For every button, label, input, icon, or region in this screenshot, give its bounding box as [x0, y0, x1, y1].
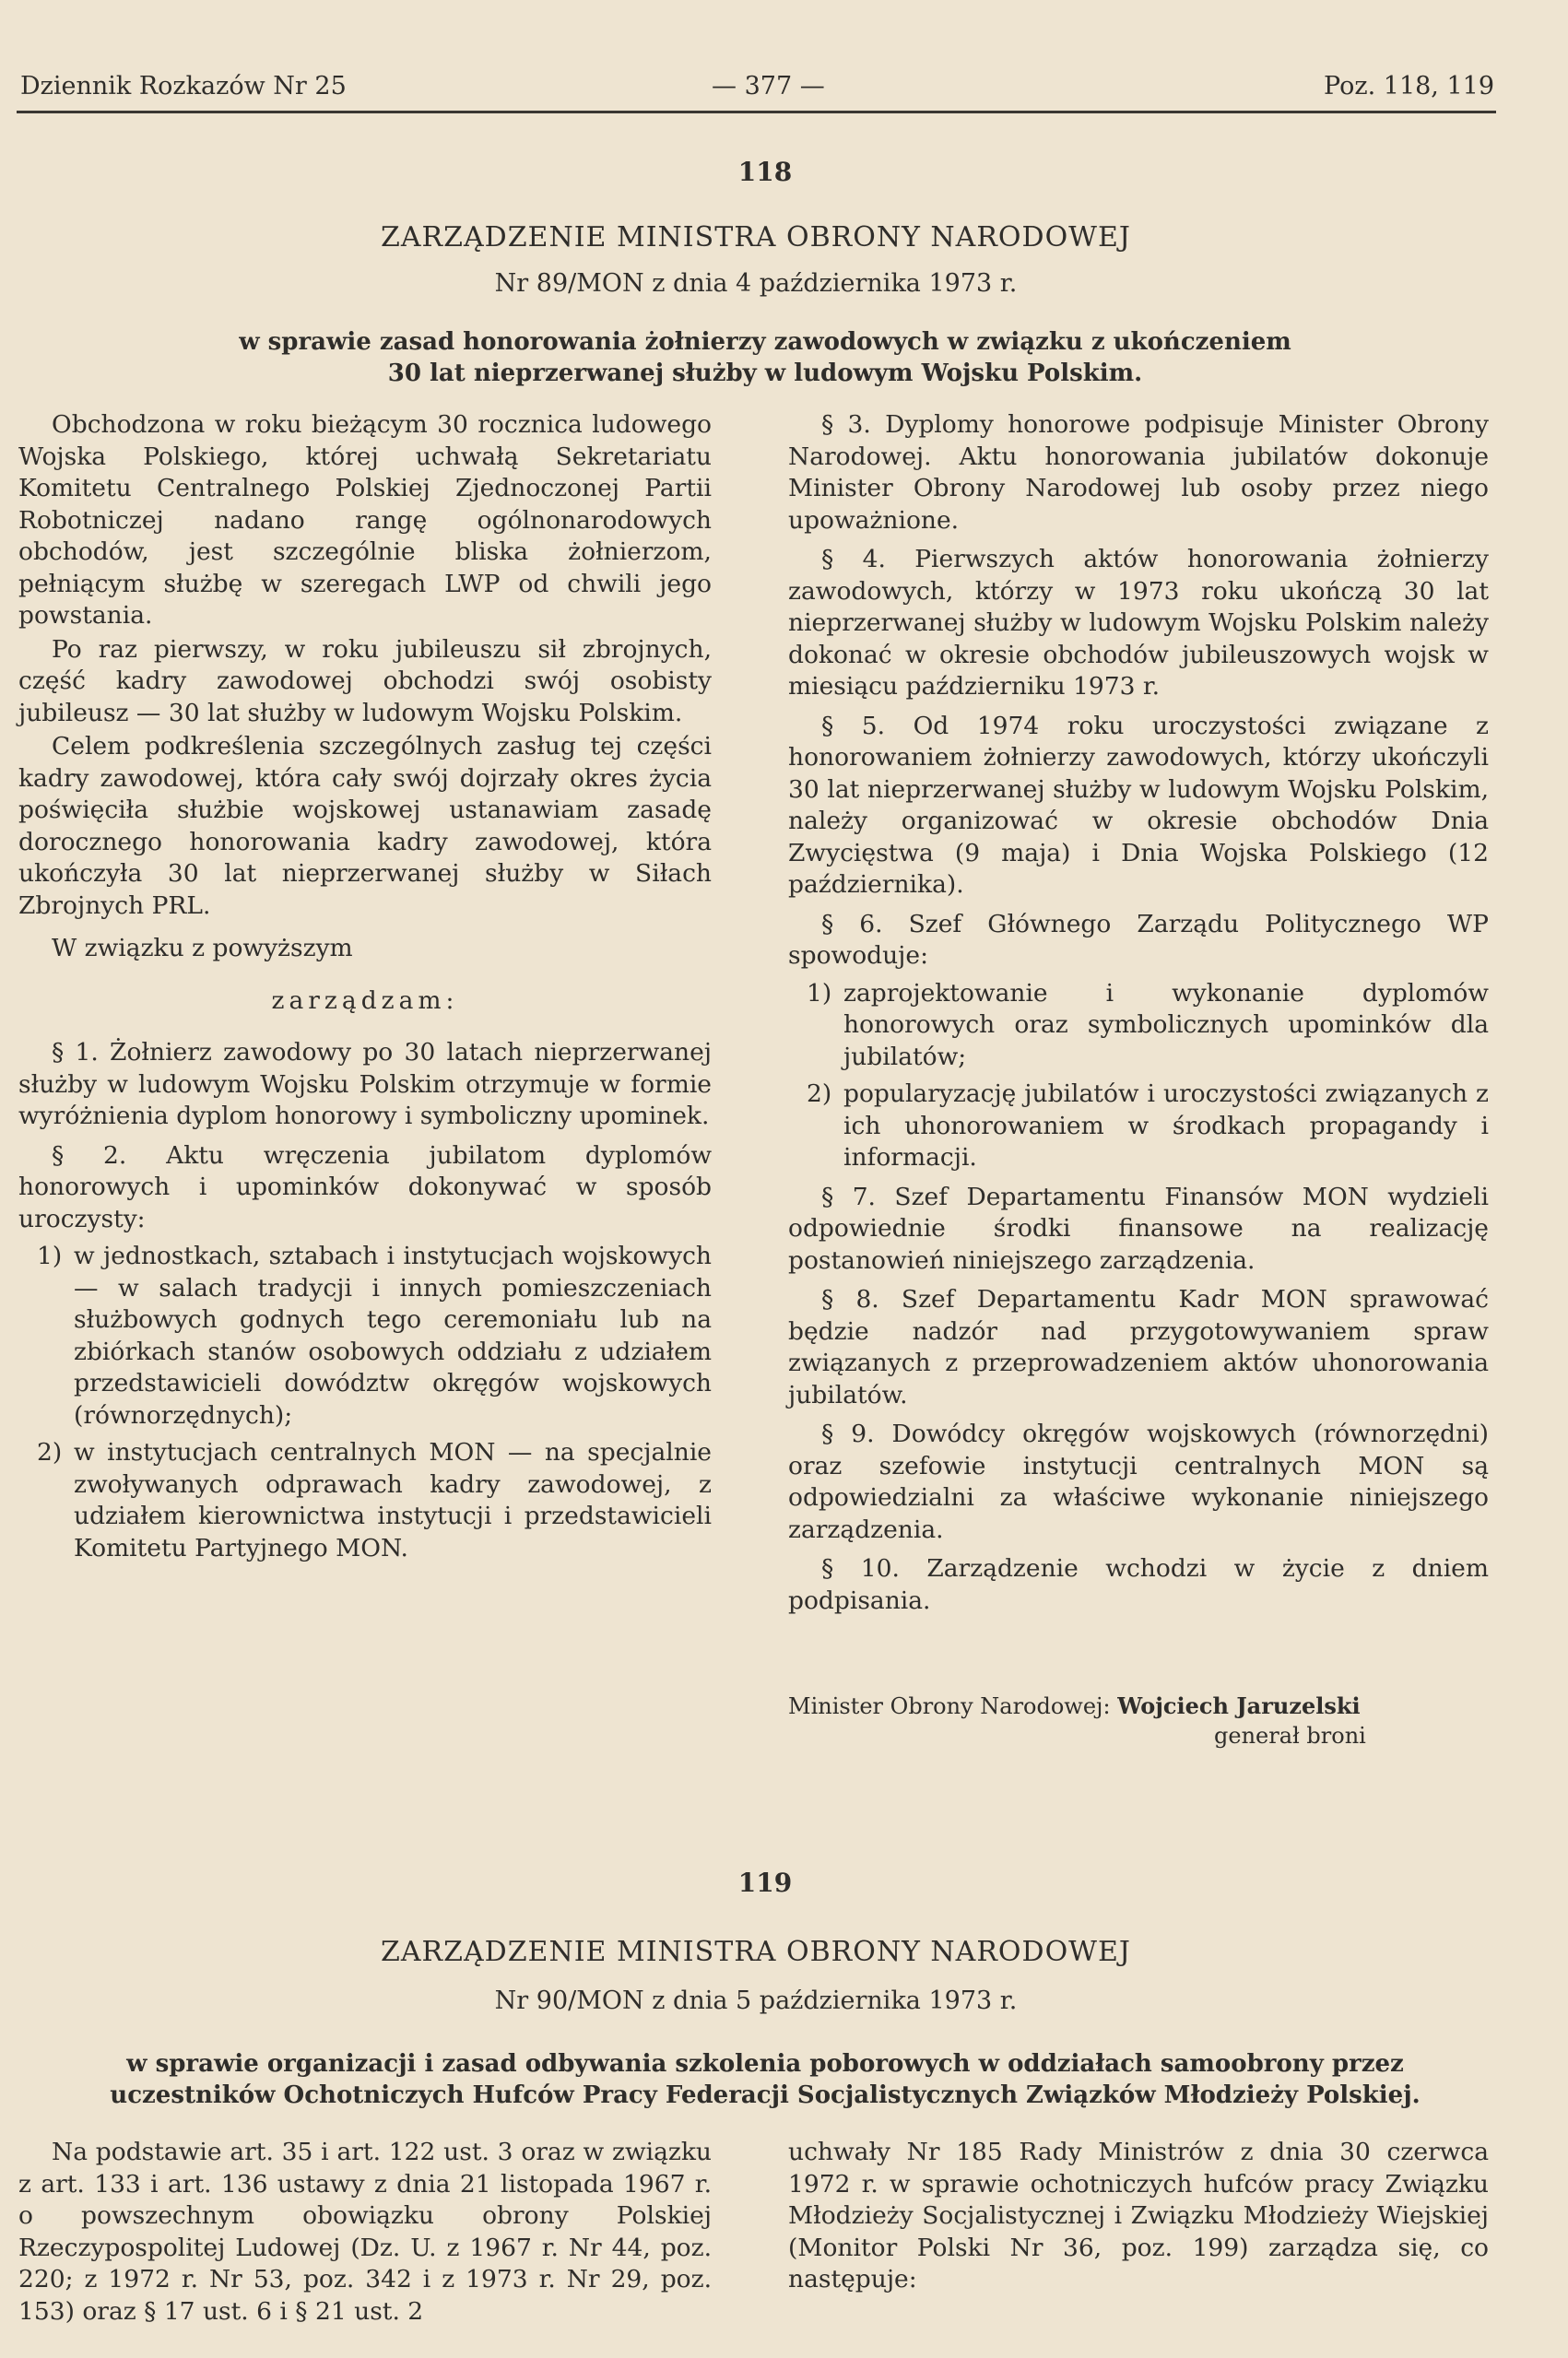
signatory-rank: generał broni: [1214, 1723, 1366, 1749]
doc119-subject: [37, 2048, 1493, 2111]
doc119-subject-line1: w sprawie organizacji i zasad odbywania szkolenia poborowych w oddziałach samoobrony przez: [126, 2050, 1404, 2078]
item-text: zaprojektowanie i wykonanie dyplomów honorowych oraz symbolicznych upominków dla jubilatów;: [843, 978, 1489, 1071]
position-numbers: Poz. 118, 119: [1324, 72, 1494, 100]
doc119-title: ZARZĄDZENIE MINISTRA OBRONY NARODOWEJ: [381, 1936, 1131, 1968]
doc118-section-6-item: [788, 1079, 1489, 1174]
doc118-section-6: § 6. Szef Głównego Zarządu Politycznego WP spowoduje:: [788, 909, 1489, 970]
doc118-section-3: § 3. Dyplomy honorowe podpisuje Minister Obrony Narodowej. Aktu honorowania jubilatów dokonuje Minister Obrony Narodowej lub osoby przez niego upoważnione.: [788, 410, 1489, 535]
header-rule: [17, 111, 1496, 113]
doc118-section-2-item: [18, 1437, 712, 1564]
doc118-number: 118: [737, 157, 793, 187]
item-number: 2): [37, 1438, 63, 1467]
doc118-preamble-3: Celem podkreślenia szczególnych zasług tej części kadry zawodowej, która cały swój dojrzały okres życia poświęciła służbie wojskowej ustanawiam zasadę dorocznego honorowania kadry zawodowej, która ukończyła 30 lat nieprzerwanej służby w Siłach Zbrojnych PRL.: [18, 732, 712, 920]
item-text: w instytucjach centralnych MON — na specjalnie zwoływanych odprawach kadry zawodowej, z udziałem kierownictwa instytucji i przedstawicieli Komitetu Partyjnego MON.: [74, 1438, 712, 1562]
item-text: w jednostkach, sztabach i instytucjach wojskowych — w salach tradycji i innych pomieszczeniach służbowych godnych tego ceremoniału lub na zbiórkach stanów osobowych oddziału z udziałem przedstawicieli dowództw okręgów wojskowych (równorzędnych);: [74, 1242, 712, 1430]
doc119-right-column: [788, 2137, 1489, 2296]
journal-name: Dziennik Rozkazów Nr 25: [20, 72, 347, 100]
doc118-signature: [788, 1692, 1366, 1751]
doc118-nr: Nr 89/MON z dnia 4 października 1973 r.: [494, 269, 1018, 298]
doc118-section-2-item: [18, 1241, 712, 1432]
doc118-section-7: § 7. Szef Departamentu Finansów MON wydzieli odpowiednie środki finansowe na realizację postanowień niniejszego zarządzenia.: [788, 1182, 1489, 1275]
signatory-role: Minister Obrony Narodowej:: [788, 1693, 1111, 1719]
item-text: popularyzację jubilatów i uroczystości związanych z ich uhonorowaniem w środkach propagandy i informacji.: [843, 1079, 1489, 1172]
doc119-legal-basis-cont: uchwały Nr 185 Rady Ministrów z dnia 30 czerwca 1972 r. w sprawie ochotniczych hufców pracy Związku Młodzieży Socjalistycznej i Związku Młodzieży Wiejskiej (Monitor Polski Nr 36, poz. 199) zarządza się, co następuje:: [788, 2138, 1489, 2293]
doc118-section-9: § 9. Dowódcy okręgów wojskowych (równorzędni) oraz szefowie instytucji centralnych MON są odpowiedzialni za właściwe wykonanie niniejszego zarządzenia.: [788, 1420, 1489, 1544]
doc119-number: 119: [737, 1868, 793, 1898]
doc118-preamble-2: Po raz pierwszy, w roku jubileuszu sił zbrojnych, część kadry zawodowej obchodzi swój osobisty jubileusz — 30 lat służby w ludowym Wojsku Polskim.: [18, 634, 712, 727]
doc118-preamble-1: Obchodzona w roku bieżącym 30 rocznica ludowego Wojska Polskiego, której uchwałą Sekretariatu Komitetu Centralnego Polskiej Zjednoczonej Partii Robotniczej nadano rangę ogólnonarodowych obchodów, jest szczególnie bliska żołnierzom, pełniącym służbę w szeregach LWP od chwili jego powstania.: [18, 410, 712, 630]
doc118-left-column: [18, 409, 712, 1570]
item-number: 2): [807, 1079, 832, 1108]
doc118-right-column: [788, 409, 1489, 1617]
doc119-nr: Nr 90/MON z dnia 5 października 1973 r.: [494, 1987, 1018, 2015]
doc119-legal-basis: Na podstawie art. 35 i art. 122 ust. 3 oraz w związku z art. 133 i art. 136 ustawy z dnia 21 listopada 1967 r. o powszechnym obowiązku obrony Polskiej Rzeczypospolitej Ludowej (Dz. U. z 1967 r. Nr 44, poz. 220; z 1972 r. Nr 53, poz. 342 i z 1973 r. Nr 29, poz. 153) oraz § 17 ust. 6 i § 21 ust. 2: [18, 2138, 712, 2326]
doc119-left-column: [18, 2137, 712, 2328]
doc118-title: ZARZĄDZENIE MINISTRA OBRONY NARODOWEJ: [381, 221, 1131, 253]
doc118-section-1: § 1. Żołnierz zawodowy po 30 latach nieprzerwanej służby w ludowym Wojsku Polskim otrzymuje w formie wyróżnienia dyplom honorowy i symboliczny upominek.: [18, 1038, 712, 1130]
doc118-decree-word: zarządzam:: [271, 985, 459, 1015]
signatory-name: Wojciech Jaruzelski: [1117, 1692, 1361, 1719]
item-number: 1): [807, 978, 832, 1008]
item-number: 1): [37, 1242, 63, 1270]
doc118-section-8: § 8. Szef Departamentu Kadr MON sprawować będzie nadzór nad przygotowywaniem spraw związanych z przeprowadzeniem aktów uhonorowania jubilatów.: [788, 1285, 1489, 1409]
doc118-section-6-item: [788, 978, 1489, 1074]
doc118-preamble-4: W związku z powyższym: [52, 934, 353, 962]
doc118-section-10: § 10. Zarządzenie wchodzi w życie z dniem podpisania.: [788, 1554, 1489, 1615]
doc118-section-5: § 5. Od 1974 roku uroczystości związane z honorowaniem żołnierzy zawodowych, którzy ukończyli 30 lat nieprzerwanej służby w ludowym Wojsku Polskim, należy organizować w okresie obchodów Dnia Zwycięstwa (9 maja) i Dnia Wojska Polskiego (12 października).: [788, 711, 1489, 899]
doc118-section-2: § 2. Aktu wręczenia jubilatom dyplomów honorowych i upominków dokonywać w sposób uroczysty:: [18, 1140, 712, 1233]
page-number: — 377 —: [712, 72, 825, 100]
page-header: [20, 72, 1494, 112]
doc118-subject-line1: w sprawie zasad honorowania żołnierzy zawodowych w związku z ukończeniem: [239, 328, 1291, 356]
doc119-subject-line2: uczestników Ochotniczych Hufców Pracy Federacji Socjalistycznych Związków Młodzieży Polskiej.: [110, 2081, 1421, 2109]
doc118-subject: [37, 326, 1493, 389]
doc118-subject-line2: 30 lat nieprzerwanej służby w ludowym Wojsku Polskim.: [387, 360, 1143, 387]
doc118-section-4: § 4. Pierwszych aktów honorowania żołnierzy zawodowych, którzy w 1973 roku ukończą 30 lat nieprzerwanej służby w ludowym Wojsku Polskim należy dokonać w okresie obchodów jubileuszowych wojsk w miesiącu październiku 1973 r.: [788, 545, 1489, 701]
